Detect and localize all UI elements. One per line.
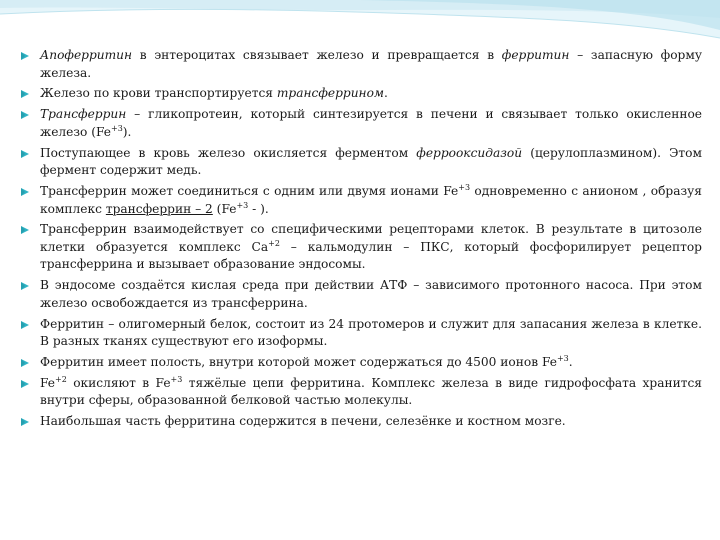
bullet-icon: [20, 417, 30, 427]
bullet-item: [18, 413, 702, 431]
text-run: .: [384, 86, 388, 101]
text-run: .: [568, 355, 573, 369]
superscript: +3: [556, 354, 569, 363]
emphasized-term: трансферрином: [276, 86, 385, 101]
bullet-icon: [20, 320, 30, 330]
bullet-item: [18, 375, 702, 410]
text-run: Трансферрин взаимодействует со специфическими рецепторами клеток. В результате в цитозоле клетки образуется комплекс Са: [40, 222, 702, 254]
bullet-icon: [20, 379, 30, 389]
slide-content: [18, 47, 702, 434]
bullet-icon: [20, 110, 30, 120]
superscript: +3: [170, 374, 183, 384]
bullet-icon: [20, 358, 30, 368]
text-run: одновременно с анионом , образуя комплекс: [40, 183, 702, 216]
bullet-item: [18, 354, 702, 372]
text-run: Поступающее в кровь железо окисляется ферментом: [40, 145, 417, 160]
text-run: Ферритин – олигомерный белок, состоит из 24 протомеров и служит для запасания железа в клетке. В разных тканях существуют его изоформы.: [40, 316, 702, 349]
emphasized-term: ферритин: [501, 48, 570, 62]
text-run: ).: [122, 124, 132, 139]
text-run: – запасную форму железа.: [40, 48, 703, 80]
bullet-item: [18, 47, 702, 82]
text-run: – гликопротеин, который синтезируется в печени и связывает только окисленное железо (Fe: [40, 107, 702, 139]
text-run: - ).: [248, 201, 269, 216]
emphasized-term: ферроокcидазой: [416, 145, 523, 160]
text-run: – кальмодулин – ПКС, который фосфорилирует рецептор трансферрина и вызывает образование эндосомы.: [40, 239, 702, 272]
text-run: окисляют в Fe: [66, 375, 171, 390]
bullet-icon: [20, 281, 30, 291]
text-run: Fe: [40, 375, 56, 390]
bullet-icon: [20, 149, 30, 159]
bullet-item: [18, 316, 702, 351]
text-run: Трансферрин может соединиться с одним или двумя ионами Fe: [40, 183, 459, 198]
underlined-term: трансферрин – 2: [105, 201, 213, 216]
text-run: (Fe: [212, 201, 237, 216]
text-run: Наибольшая часть ферритина содержится в печени, селезёнке и костном мозге.: [40, 414, 566, 429]
text-run: в энтероцитах связывает железо и превращается в: [132, 48, 502, 62]
emphasized-term: Апоферритин: [40, 48, 133, 62]
bullet-item: [18, 85, 702, 103]
bullet-item: [18, 221, 702, 274]
bullet-icon: [20, 225, 30, 235]
bullet-item: [18, 183, 702, 218]
superscript: +2: [268, 238, 280, 248]
bullet-item: [18, 106, 702, 141]
superscript: +2: [55, 374, 67, 384]
text-run: Ферритин имеет полость, внутри которой может содержаться до 4500 ионов Fe: [40, 355, 557, 369]
bullet-item: [18, 277, 702, 312]
bullet-list: [18, 47, 702, 431]
text-run: В эндосоме создаётся кислая среда при действии АТФ – зависимого протонного насоса. При этом железо освобождается из трансферрина.: [40, 278, 702, 310]
bullet-icon: [20, 51, 30, 61]
text-run: (церулоплазмином). Этом фермент содержит медь.: [40, 145, 702, 178]
superscript: +3: [111, 123, 123, 133]
superscript: +3: [236, 200, 249, 210]
text-run: тяжёлые цепи ферритина. Комплекс железа в виде гидрофосфата хранится внутри сферы, образованной белковой частью молекулы.: [40, 375, 702, 408]
superscript: +3: [458, 182, 471, 192]
bullet-item: [18, 145, 702, 180]
text-run: Железо по крови транспортируется: [40, 86, 277, 101]
bullet-icon: [20, 89, 30, 99]
bullet-icon: [20, 187, 30, 197]
emphasized-term: Трансферрин: [40, 107, 127, 122]
